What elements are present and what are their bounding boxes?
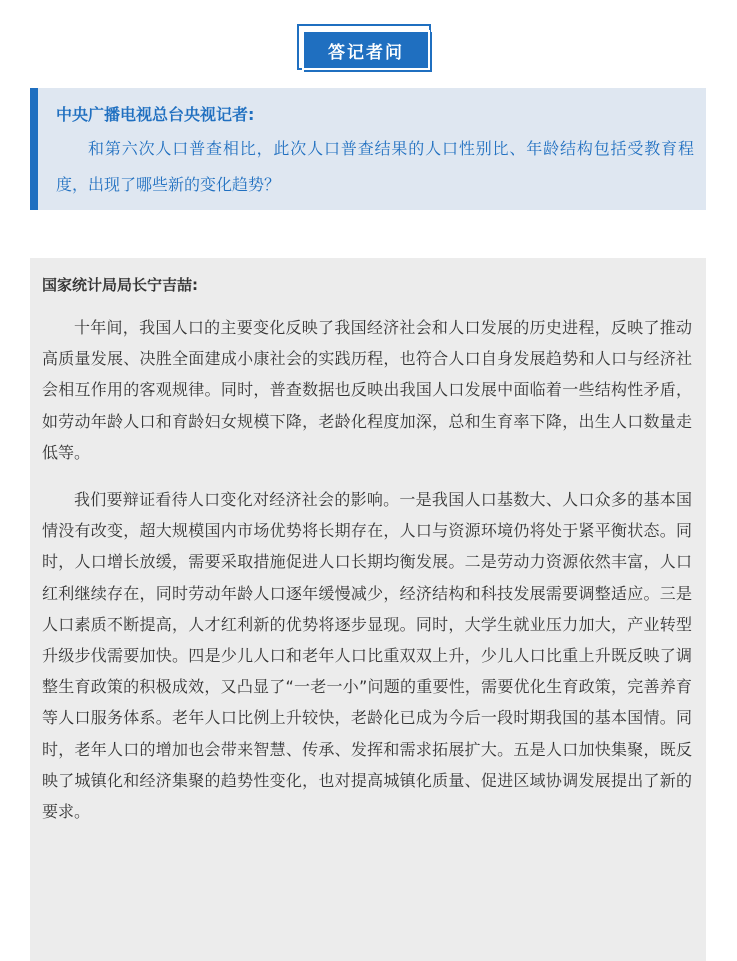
badge-label: 答记者问: [328, 42, 404, 63]
question-reporter: 中央广播电视总台央视记者:: [56, 105, 255, 124]
section-header-badge: [297, 24, 435, 74]
question-block: [30, 88, 706, 210]
answer-speaker: 国家统计局局长宁吉喆:: [42, 276, 198, 294]
answer-paragraph: 我们要辩证看待人口变化对经济社会的影响。一是我国人口基数大、人口众多的基本国情没有改变，超大规模国内市场优势将长期存在，人口与资源环境仍将处于紧平衡状态。同时，人口增长放缓，需要采取措施促进人口长期均衡发展。二是劳动力资源依然丰富，人口红利继续存在，同时劳动年龄人口逐年缓慢减少，经济结构和科技发展需要调整适应。三是人口素质不断提高，人才红利新的优势将逐步显现。同时，大学生就业压力加大，产业转型升级步伐需要加快。四是少儿人口和老年人口比重双双上升，少儿人口比重上升既反映了调整生育政策的积极成效，又凸显了“一老一小”问题的重要性，需要优化生育政策，完善养育等人口服务体系。老年人口比例上升较快，老龄化已成为今后一段时期我国的基本国情。同时，老年人口的增加也会带来智慧、传承、发挥和需求拓展扩大。五是人口加快集聚，既反映了城镇化和经济集聚的趋势性变化，也对提高城镇化质量、促进区域协调发展提出了新的要求。: [42, 490, 692, 822]
question-text: 和第六次人口普查相比，此次人口普查结果的人口性别比、年龄结构包括受教育程度，出现了哪些新的变化趋势？: [56, 139, 694, 194]
answer-paragraph: 十年间，我国人口的主要变化反映了我国经济社会和人口发展的历史进程，反映了推动高质量发展、决胜全面建成小康社会的实践历程，也符合人口自身发展趋势和人口与经济社会相互作用的客观规律。同时，普查数据也反映出我国人口发展中面临着一些结构性矛盾，如劳动年龄人口和育龄妇女规模下降，老龄化程度加深，总和生育率下降，出生人口数量走低等。: [42, 318, 692, 462]
badge-fill: [302, 30, 430, 70]
answer-block: [30, 258, 706, 961]
